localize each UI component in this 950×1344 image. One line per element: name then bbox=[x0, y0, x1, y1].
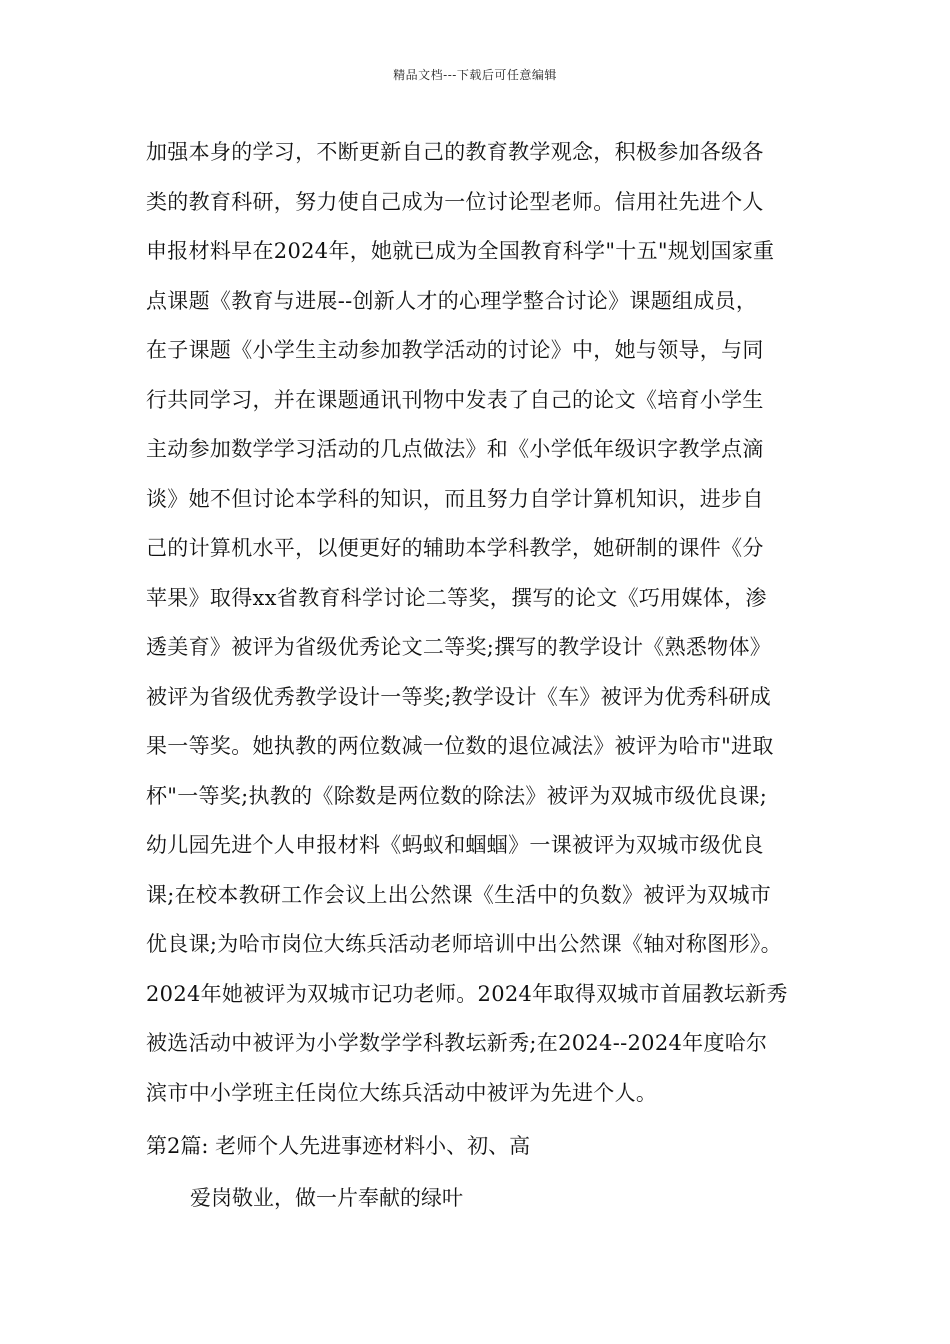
text-line: 幼儿园先进个人申报材料《蚂蚁和蝈蝈》一课被评为双城市级优良 bbox=[146, 833, 764, 857]
page-header: 精品文档---下载后可任意编辑 bbox=[393, 68, 557, 82]
text-line: 行共同学习，并在课题通讯刊物中发表了自己的论文《培育小学生 bbox=[146, 387, 764, 412]
text-line: 2024年她被评为双城市记功老师。2024年取得双城市首届教坛新秀 bbox=[146, 981, 788, 1006]
text-line: 优良课;为哈市岗位大练兵活动老师培训中出公然课《轴对称图形》。 bbox=[146, 932, 782, 956]
text-line: 杯"一等奖;执教的《除数是两位数的除法》被评为双城市级优良课; bbox=[146, 783, 768, 808]
text-line: 主动参加数学学习活动的几点做法》和《小学低年级识字教学点滴 bbox=[146, 437, 764, 461]
text-line: 被选活动中被评为小学数学学科教坛新秀;在2024--2024年度哈尔 bbox=[146, 1031, 768, 1055]
text-line: 果一等奖。她执教的两位数减一位数的退位减法》被评为哈市"进取 bbox=[146, 734, 774, 758]
text-line: 滨市中小学班主任岗位大练兵活动中被评为先进个人。 bbox=[146, 1080, 658, 1105]
text-line: 加强本身的学习，不断更新自己的教育教学观念，积极参加各级各 bbox=[146, 140, 764, 164]
body-text bbox=[146, 132, 866, 1122]
text-line: 透美育》被评为省级优秀论文二等奖;撰写的教学设计《熟悉物体》 bbox=[146, 635, 772, 659]
section-heading: 第2篇: 老师个人先进事迹材料小、初、高 bbox=[146, 1134, 531, 1158]
text-line: 被评为省级优秀教学设计一等奖;教学设计《车》被评为优秀科研成 bbox=[146, 684, 772, 709]
section-subheading: 爱岗敬业，做一片奉献的绿叶 bbox=[190, 1186, 463, 1210]
text-line: 在子课题《小学生主动参加教学活动的讨论》中，她与领导，与同 bbox=[146, 338, 764, 362]
text-line: 课;在校本教研工作会议上出公然课《生活中的负数》被评为双城市 bbox=[146, 882, 772, 907]
text-line: 申报材料早在2024年，她就已成为全国教育科学"十五"规划国家重 bbox=[146, 239, 775, 263]
text-line: 己的计算机水平，以便更好的辅助本学科教学，她研制的课件《分 bbox=[146, 536, 764, 560]
text-line: 点课题《教育与进展--创新人才的心理学整合讨论》课题组成员， bbox=[146, 288, 758, 313]
text-line: 谈》她不但讨论本学科的知识，而且努力自学计算机知识，进步自 bbox=[146, 486, 764, 511]
text-line: 类的教育科研，努力使自己成为一位讨论型老师。信用社先进个人 bbox=[146, 189, 764, 214]
text-line: 苹果》取得xx省教育科学讨论二等奖，撰写的论文《巧用媒体，渗 bbox=[146, 585, 767, 610]
